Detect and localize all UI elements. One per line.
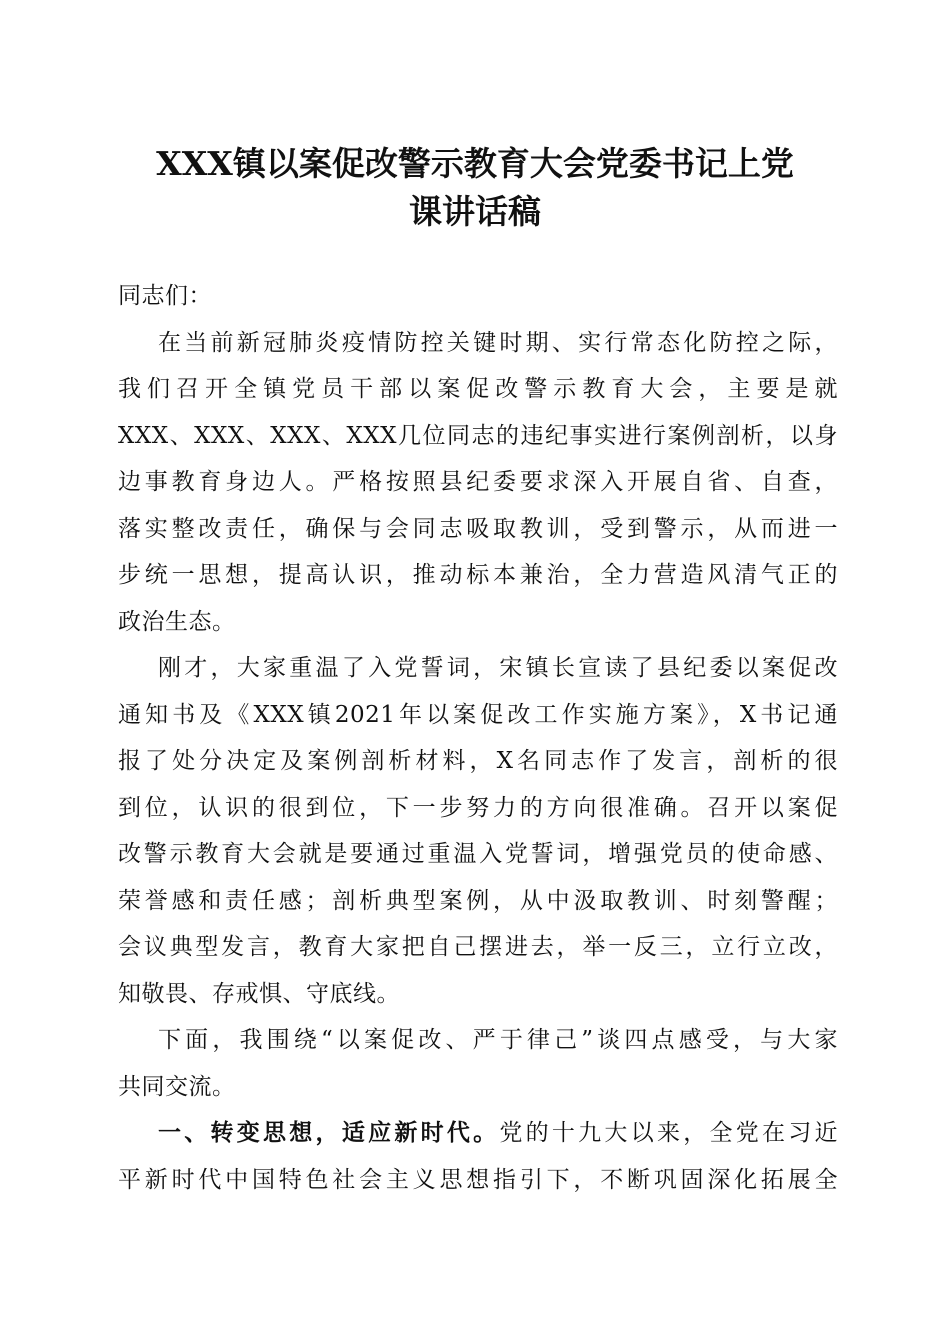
paragraph-line: XXX、XXX、XXX、XXX几位同志的违纪事实进行案例剖析，以身 [118, 422, 838, 449]
section-one [118, 1110, 838, 1203]
paragraph-line: 我们召开全镇党员干部以案促改警示教育大会，主要是就 [118, 376, 838, 402]
paragraph-line: 共同交流。 [118, 1073, 236, 1100]
paragraph-line: 在当前新冠肺炎疫情防控关键时期、实行常态化防控之际， [158, 329, 838, 356]
paragraph-line: 会议典型发言，教育大家把自己摆进去，举一反三，立行立改， [118, 934, 838, 960]
paragraph-line: 平新时代中国特色社会主义思想指引下，不断巩固深化拓展全 [118, 1166, 838, 1193]
document-title [100, 140, 850, 236]
title-line: 课讲话稿 [409, 192, 541, 231]
paragraph-line: 到位，认识的很到位，下一步努力的方向很准确。召开以案促 [118, 794, 838, 821]
paragraph-line: 步统一思想，提高认识，推动标本兼治，全力营造风清气正的 [118, 562, 838, 588]
paragraph-line: 政治生态。 [118, 608, 236, 635]
section-heading: 一、转变思想，适应新时代。 [158, 1119, 500, 1146]
paragraph [118, 1017, 838, 1110]
paragraph-line: 荣誉感和责任感；剖析典型案例，从中汲取教训、时刻警醒； [118, 887, 838, 914]
paragraph [118, 645, 838, 1017]
paragraph [118, 320, 838, 646]
paragraph-line: 刚才，大家重温了入党誓词，宋镇长宣读了县纪委以案促改 [158, 655, 838, 681]
paragraph-line: 知敬畏、存戒惧、守底线。 [118, 980, 400, 1007]
salutation: 同志们： [118, 283, 212, 309]
section-text: 党的十九大以来，全党在习近 [499, 1120, 839, 1146]
paragraph-line: 下面，我围绕“以案促改、严于律己”谈四点感受，与大家 [158, 1027, 838, 1053]
section-first-line [118, 1110, 838, 1157]
paragraph-line: 落实整改责任，确保与会同志吸取教训，受到警示，从而进一 [118, 515, 838, 542]
title-line: XXX镇以案促改警示教育大会党委书记上党 [156, 144, 794, 183]
paragraph-line: 改警示教育大会就是要通过重温入党誓词，增强党员的使命感、 [118, 841, 838, 867]
document-body [118, 273, 838, 1203]
paragraph-line: 通知书及《XXX镇2021年以案促改工作实施方案》，X书记通 [118, 701, 838, 728]
paragraph-line: 报了处分决定及案例剖析材料，X名同志作了发言，剖析的很 [118, 748, 838, 774]
paragraph-line: 边事教育身边人。严格按照县纪委要求深入开展自省、自查， [118, 469, 838, 495]
